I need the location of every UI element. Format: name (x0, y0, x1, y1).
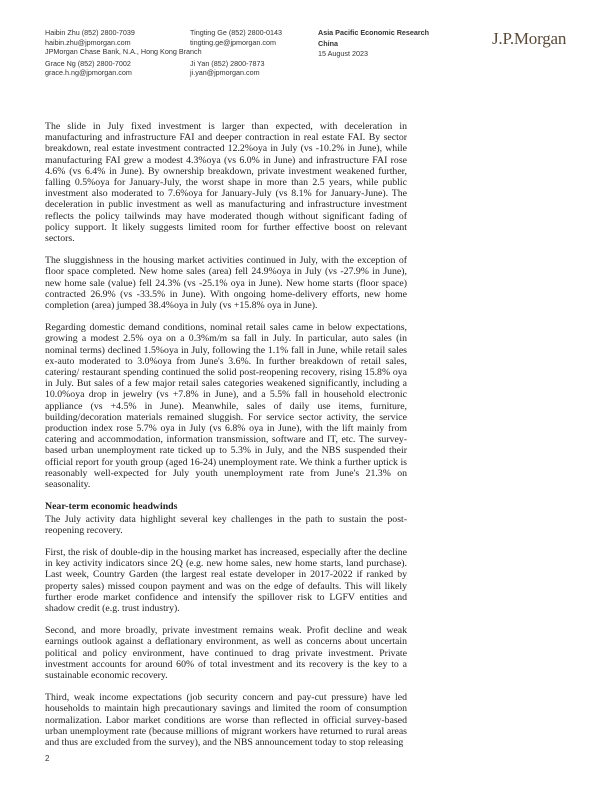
author-email-link[interactable]: tingting.ge@jpmorgan.com (190, 37, 277, 47)
author-contacts-col1 (45, 28, 202, 78)
publication-date: 15 August 2023 (318, 49, 368, 58)
paragraph-fixed-investment: The slide in July fixed investment is larger than expected, with deceleration in manufacturing and infrastructure FAI and deeper contraction in real estate FAI. By sector breakdown, real estate investment contracted 12.2%oya in July (vs -10.2% in June), while manufacturing FAI grew a modest 4.3%oya (vs 6.0% in June) and infrastructure FAI rose 4.6% (vs 6.4% in June). By ownership breakdown, private investment weakened further, falling 0.5%oya for January-July, the worst shape in more than 2.5 years, while public investment also moderated to 7.6%oya for January-July (vs 8.1% for January-June). The deceleration in public investment as well as manufacturing and infrastructure investment reflects the policy tailwinds may have moderated though without significant fading of policy support. It likely suggests limited room for further effective boost on relevant sectors. (45, 121, 407, 245)
author-email-link[interactable]: haibin.zhu@jpmorgan.com (45, 37, 131, 47)
article-body (45, 121, 407, 748)
paragraph-headwinds-intro: The July activity data highlight several key challenges in the path to sustain the post-reopening recovery. (45, 513, 407, 536)
spacer (190, 47, 282, 57)
publication-name: Asia Pacific Economic Research (318, 28, 430, 37)
page-number: 2 (45, 754, 50, 764)
author-contacts-col2 (190, 28, 282, 78)
jpmorgan-logo: J.P.Morgan (492, 29, 567, 48)
author-email-link[interactable]: grace.h.ng@jpmorgan.com (45, 68, 132, 78)
page-main (45, 121, 407, 764)
paragraph-domestic-demand: Regarding domestic demand conditions, nominal retail sales came in below expectations, growing a modest 2.5% oya on a 0.3%m/m sa fall in July. In particular, auto sales (in nominal terms) declined 1.5%oya in July, following the 1.1% fall in June, while retail sales ex-auto moderated to 3.0%oya from June's 3.6%. In further breakdown of retail sales, catering/ restaurant spending continued the solid post-reopening recovery, rising 15.8% oya in July. But sales of a few major retail sales categories weakened significantly, including a 10.0%oya drop in jewelry (vs +7.8% in June), and a 5.5% fall in household electronic appliance (vs +4.5% in June). Meanwhile, sales of daily use items, furniture, building/decoration materials remained sluggish. For service sector activity, the service production index rose 5.7% oya in July (vs 6.8% oya in June), with the lift mainly from catering and accommodation, information transmission, software and IT, etc. The survey-based urban unemployment rate ticked up to 5.3% in July, and the NBS suspended their official report for youth group (aged 16-24) unemployment rate. We think a further uptick is reasonably well-expected for July youth unemployment rate from June's 21.3% on seasonality. (45, 322, 407, 491)
author-line: Tingting Ge (852) 2800-0143 (190, 28, 283, 37)
paragraph-private-investment: Second, and more broadly, private investment remains weak. Profit decline and weak earnings outlook against a deflationary environment, as well as concerns about uncertain political and policy environment, have continued to drag private investment. Private investment accounts for around 60% of total investment and its recovery is the key to a sustainable economic recovery. (45, 625, 407, 681)
author-line: Grace Ng (852) 2800-7002 (45, 58, 131, 68)
paragraph-housing-market: The sluggishness in the housing market activities continued in July, with the exception of floor space completed. New home sales (area) fell 24.9%oya in July (vs -27.9% in June), new home sale (value) fell 24.3% (vs -25.1% oya in June). New home starts (floor space) contracted 26.9% (vs -33.5% in June). With ongoing home-delivery efforts, new home completion (area) jumped 38.4%oya in July (vs +15.8% oya in June). (45, 255, 407, 312)
section-heading: Near-term economic headwinds (45, 501, 178, 513)
author-line: Ji Yan (852) 2800-7873 (190, 58, 265, 68)
author-line: Haibin Zhu (852) 2800-7039 (45, 28, 135, 37)
paragraph-housing-risk: First, the risk of double-dip in the housing market has increased, especially after the decline in key activity indicators since 2Q (e.g. new home sales, new home starts, land purchase). Last week, Country Garden (the largest real estate developer in 2017-2022 if ranked by property sales) missed coupon payment and was on the edge of defaults. This will likely further erode market confidence and intensify the spillover risk to LGFV entities and shadow credit (e.g. trust industry). (45, 546, 407, 614)
region-label: China (318, 38, 338, 48)
author-affiliation: JPMorgan Chase Bank, N.A., Hong Kong Branch (45, 47, 202, 57)
publication-info (318, 28, 429, 60)
author-email-link[interactable]: ji.yan@jpmorgan.com (190, 68, 260, 78)
paragraph-income-expectations: Third, weak income expectations (job security concern and pay-cut pressure) have led households to maintain high precautionary savings and limited the room of consumption normalization. Labor market conditions are worse than reflected in official survey-based urban unemployment rate (because millions of migrant workers have returned to rural areas and thus are excluded from the survey), and the NBS announcement today to stop releasing (45, 692, 407, 748)
